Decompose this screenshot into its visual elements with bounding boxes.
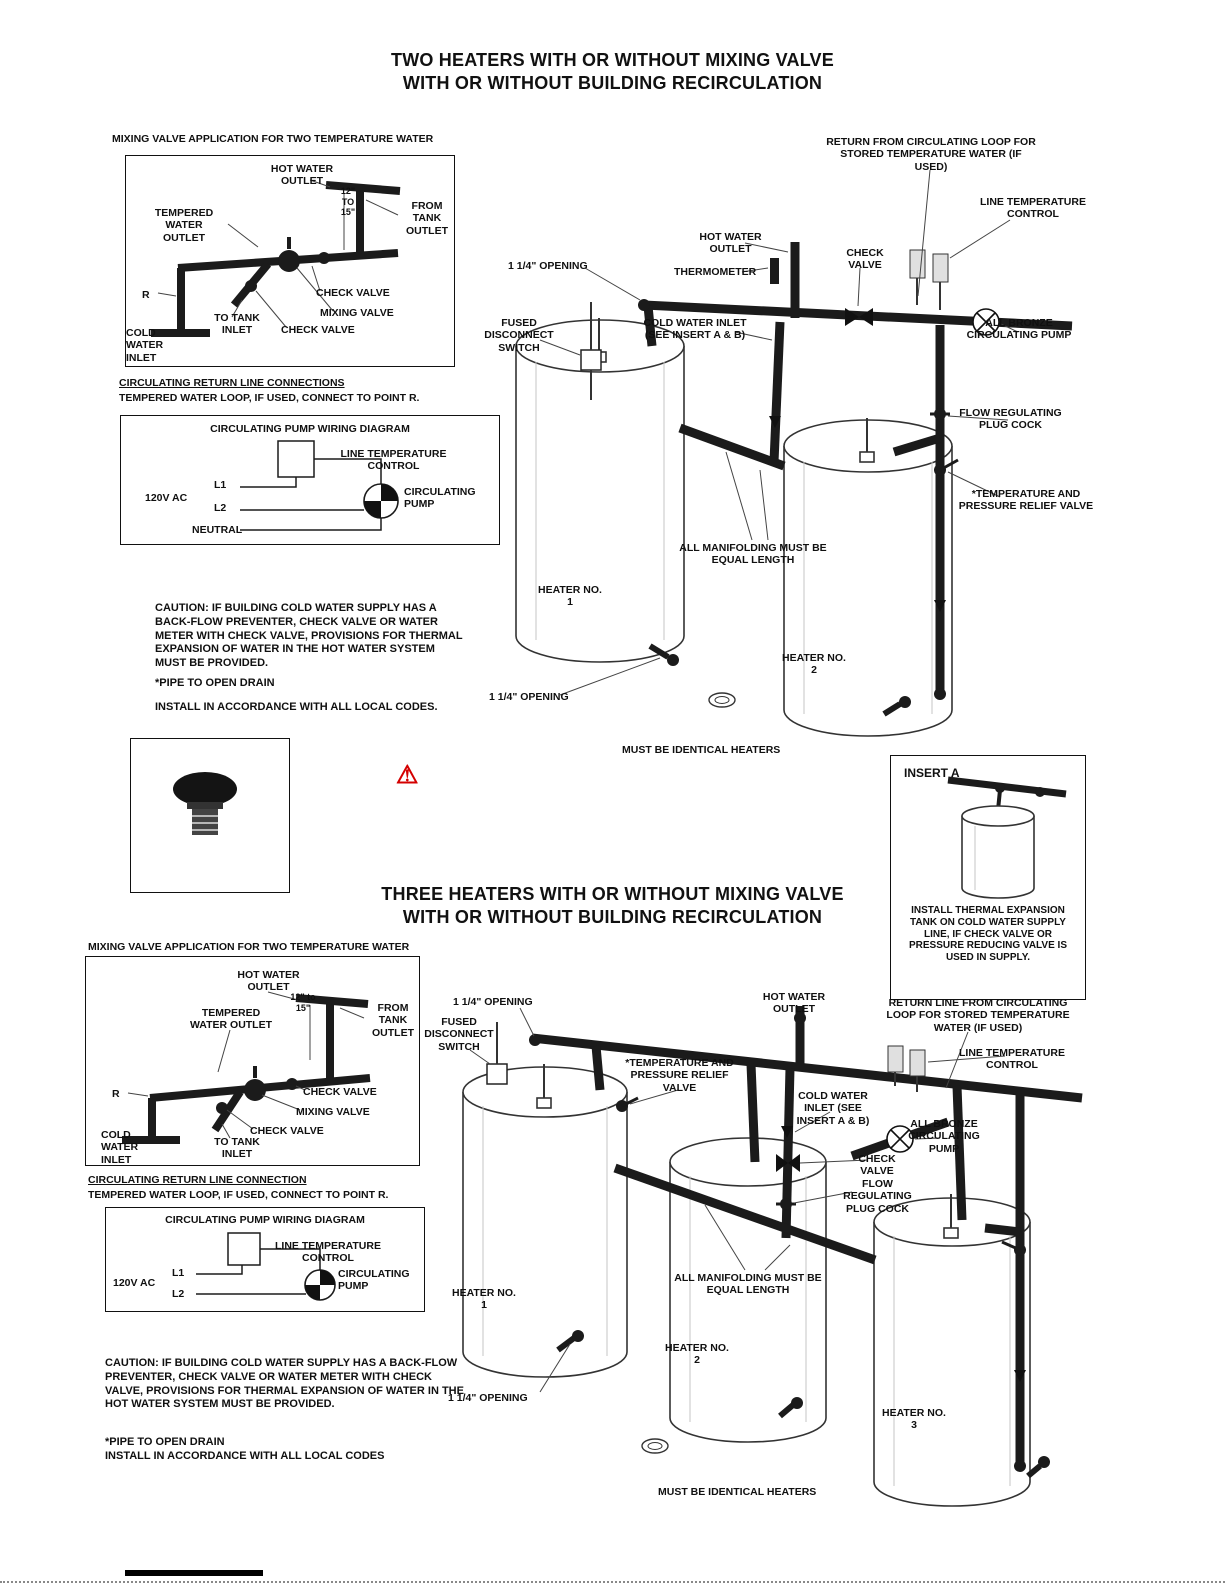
hot-water-outlet-label: HOT WATER OUTLET <box>237 969 300 994</box>
return-from-loop-label: RETURN LINE FROM CIRCULATING LOOP FOR STORED TEMPERATURE WATER (IF USED) <box>886 997 1070 1034</box>
voltage-label: 120V AC <box>145 492 188 504</box>
to-tank-inlet-label: TO TANK INLET <box>214 312 260 337</box>
footer-bar <box>125 1570 263 1576</box>
circulating-return-heading: CIRCULATING RETURN LINE CONNECTION <box>88 1174 307 1186</box>
fused-disconnect-label: FUSED DISCONNECT SWITCH <box>424 1016 494 1053</box>
fused-disconnect-icon <box>581 350 601 370</box>
heater-1-label: HEATER NO. 1 <box>452 1287 516 1312</box>
section2-title-line1: THREE HEATERS WITH OR WITHOUT MIXING VALVE <box>381 884 844 904</box>
l2-label: L2 <box>214 502 227 514</box>
circulating-return-heading: CIRCULATING RETURN LINE CONNECTIONS <box>119 377 345 389</box>
flow-regulating-label: FLOW REGULATING PLUG COCK <box>959 407 1062 432</box>
cold-water-inlet-label: COLD WATER INLET <box>126 327 164 364</box>
circulating-return-note: TEMPERED WATER LOOP, IF USED, CONNECT TO POINT R. <box>88 1189 389 1201</box>
line-temp-control-label: LINE TEMPERATURE CONTROL <box>340 448 447 473</box>
check-valve-label: CHECK VALVE <box>281 324 355 336</box>
check-valve-label: CHECK VALVE <box>250 1125 324 1137</box>
caution-text: CAUTION: IF BUILDING COLD WATER SUPPLY HAS A BACK-FLOW PREVENTER, CHECK VALVE OR WATER METER WITH CHECK VALVE, PROVISIONS FOR THERMAL EXPANSION OF WATER IN THE HOT WATER SYSTEM MUST BE PROVIDED. <box>155 602 463 669</box>
neutral-label: NEUTRAL <box>192 524 243 536</box>
flow-regulating-label: FLOW REGULATING PLUG COCK <box>843 1178 912 1215</box>
pipe-to-drain-note: *PIPE TO OPEN DRAIN <box>105 1436 225 1448</box>
circulating-return-note: TEMPERED WATER LOOP, IF USED, CONNECT TO POINT R. <box>119 392 420 404</box>
caution-text: CAUTION: IF BUILDING COLD WATER SUPPLY HAS A BACK-FLOW PREVENTER, CHECK VALVE OR WATER METER WITH CHECK VALVE, PROVISIONS FOR THERMAL EXPANSION OF WATER IN THE HOT WATER SYSTEM MUST BE PROVIDED. <box>105 1357 464 1411</box>
check-valve-icon <box>845 308 859 326</box>
line-temp-control-label: LINE TEMPERATURE CONTROL <box>980 196 1086 221</box>
drain-valve-icon <box>791 1397 803 1409</box>
pipe-to-drain-note: *PIPE TO OPEN DRAIN <box>155 677 275 689</box>
check-valve-label: CHECK VALVE <box>316 287 390 299</box>
manifolding-label: ALL MANIFOLDING MUST BE EQUAL LENGTH <box>679 542 827 567</box>
hot-water-outlet-label: HOT WATER OUTLET <box>270 163 334 188</box>
tempered-water-outlet-label: TEMPERED WATER OUTLET <box>189 1007 273 1032</box>
heater-tank-2 <box>784 418 952 736</box>
drain-valve-icon <box>1038 1456 1050 1468</box>
three-heater-diagram <box>463 1006 1082 1506</box>
check-valve-label: CHECK VALVE <box>846 247 884 272</box>
insert-a-note: INSTALL THERMAL EXPANSION TANK ON COLD WATER SUPPLY LINE, IF CHECK VALVE OR PRESSURE REDUCING VALVE IS USED IN SUPPLY. <box>909 905 1067 964</box>
insert-a-title: INSERT A <box>904 766 960 780</box>
local-codes-note: INSTALL IN ACCORDANCE WITH ALL LOCAL CODES. <box>155 701 438 713</box>
hot-water-outlet-label: HOT WATER OUTLET <box>762 991 826 1016</box>
to-tank-inlet-label: TO TANK INLET <box>214 1136 260 1161</box>
cold-water-inlet-label: COLD WATER INLET (SEE INSERT A & B) <box>643 317 747 342</box>
inset2-caption: MIXING VALVE APPLICATION FOR TWO TEMPERATURE WATER <box>88 941 410 953</box>
wiring1-title: CIRCULATING PUMP WIRING DIAGRAM <box>210 423 410 435</box>
line-temp-control-label: LINE TEMPERATURE CONTROL <box>959 1047 1065 1072</box>
all-bronze-pump-label: ALL BRONZE CIRCULATING PUMP <box>908 1118 980 1155</box>
floor-drain-icon <box>642 1439 668 1453</box>
warning-icon: ⚠ <box>396 761 419 789</box>
line-temp-control-icon <box>910 250 925 278</box>
opening-label: 1 1/4" OPENING <box>508 260 588 272</box>
mixing-valve-label: MIXING VALVE <box>320 307 394 319</box>
relief-valve-label: *TEMPERATURE AND PRESSURE RELIEF VALVE <box>625 1057 734 1094</box>
tempered-water-outlet-label: TEMPERED WATER OUTLET <box>154 207 214 244</box>
opening-label: 1 1/4" OPENING <box>448 1392 528 1404</box>
cold-water-drop <box>774 322 780 462</box>
drain-knob-photo-box <box>130 738 290 893</box>
l1-label: L1 <box>214 479 227 491</box>
identical-heaters-label: MUST BE IDENTICAL HEATERS <box>622 744 781 756</box>
return-from-loop-label: RETURN FROM CIRCULATING LOOP FOR STORED TEMPERATURE WATER (IF USED) <box>826 136 1036 173</box>
identical-heaters-label: MUST BE IDENTICAL HEATERS <box>658 1486 817 1498</box>
section1-title-line1: TWO HEATERS WITH OR WITHOUT MIXING VALVE <box>391 50 834 70</box>
heater-1-label: HEATER NO. 1 <box>538 584 602 609</box>
from-tank-outlet-label: FROM TANK OUTLET <box>372 1002 414 1039</box>
distance-label: 12" to 15" <box>290 992 316 1013</box>
circulating-pump-label: CIRCULATING PUMP <box>338 1268 410 1293</box>
from-tank-outlet-label: FROM TANK OUTLET <box>406 200 448 237</box>
point-r-label: R <box>112 1088 120 1100</box>
heater-2-label: HEATER NO. 2 <box>782 652 846 677</box>
opening-label: 1 1/4" OPENING <box>453 996 533 1008</box>
opening-label: 1 1/4" OPENING <box>489 691 569 703</box>
relief-valve-label: *TEMPERATURE AND PRESSURE RELIEF VALVE <box>958 488 1094 513</box>
fused-disconnect-icon <box>487 1064 507 1084</box>
line-temp-control-icon <box>888 1046 903 1072</box>
cold-water-inlet-label: COLD WATER INLET (SEE INSERT A & B) <box>796 1090 870 1127</box>
line-temp-control-label: LINE TEMPERATURE CONTROL <box>275 1240 381 1265</box>
hot-water-outlet-label: HOT WATER OUTLET <box>699 231 762 256</box>
thermometer-icon <box>770 258 779 284</box>
check-valve-label: CHECK VALVE <box>858 1153 896 1178</box>
drain-valve-icon <box>899 696 911 708</box>
inset1-caption: MIXING VALVE APPLICATION FOR TWO TEMPERATURE WATER <box>112 133 434 145</box>
l1-label: L1 <box>172 1267 185 1279</box>
distance-label: 12" TO 15" <box>340 186 356 218</box>
page-bottom-rule <box>0 1581 1225 1583</box>
mixing-valve-label: MIXING VALVE <box>296 1106 370 1118</box>
fused-disconnect-label: FUSED DISCONNECT SWITCH <box>484 317 554 354</box>
circulating-pump-label: CIRCULATING PUMP <box>404 486 476 511</box>
heater-2-label: HEATER NO. 2 <box>665 1342 729 1367</box>
check-valve-label: CHECK VALVE <box>303 1086 377 1098</box>
drain-valve-icon <box>667 654 679 666</box>
heater-tank-1 <box>463 1064 627 1377</box>
drain-valve-icon <box>572 1330 584 1342</box>
all-bronze-pump-label: ALL BRONZE CIRCULATING PUMP <box>966 317 1072 342</box>
wiring2-title: CIRCULATING PUMP WIRING DIAGRAM <box>165 1214 365 1226</box>
section1-title-line2: WITH OR WITHOUT BUILDING RECIRCULATION <box>402 73 823 93</box>
voltage-label: 120V AC <box>113 1277 156 1289</box>
equal-length-manifold <box>680 428 784 466</box>
manifolding-label: ALL MANIFOLDING MUST BE EQUAL LENGTH <box>674 1272 822 1297</box>
section2-title-line2: WITH OR WITHOUT BUILDING RECIRCULATION <box>402 907 823 927</box>
local-codes-note: INSTALL IN ACCORDANCE WITH ALL LOCAL CODES <box>105 1450 385 1462</box>
thermometer-label: THERMOMETER <box>674 266 757 278</box>
point-r-label: R <box>142 289 150 301</box>
heater-tank-3 <box>874 1194 1030 1506</box>
floor-drain-icon <box>709 693 735 707</box>
l2-label: L2 <box>172 1288 185 1300</box>
heater-3-label: HEATER NO. 3 <box>882 1407 946 1432</box>
cold-water-inlet-label: COLD WATER INLET <box>101 1129 139 1166</box>
